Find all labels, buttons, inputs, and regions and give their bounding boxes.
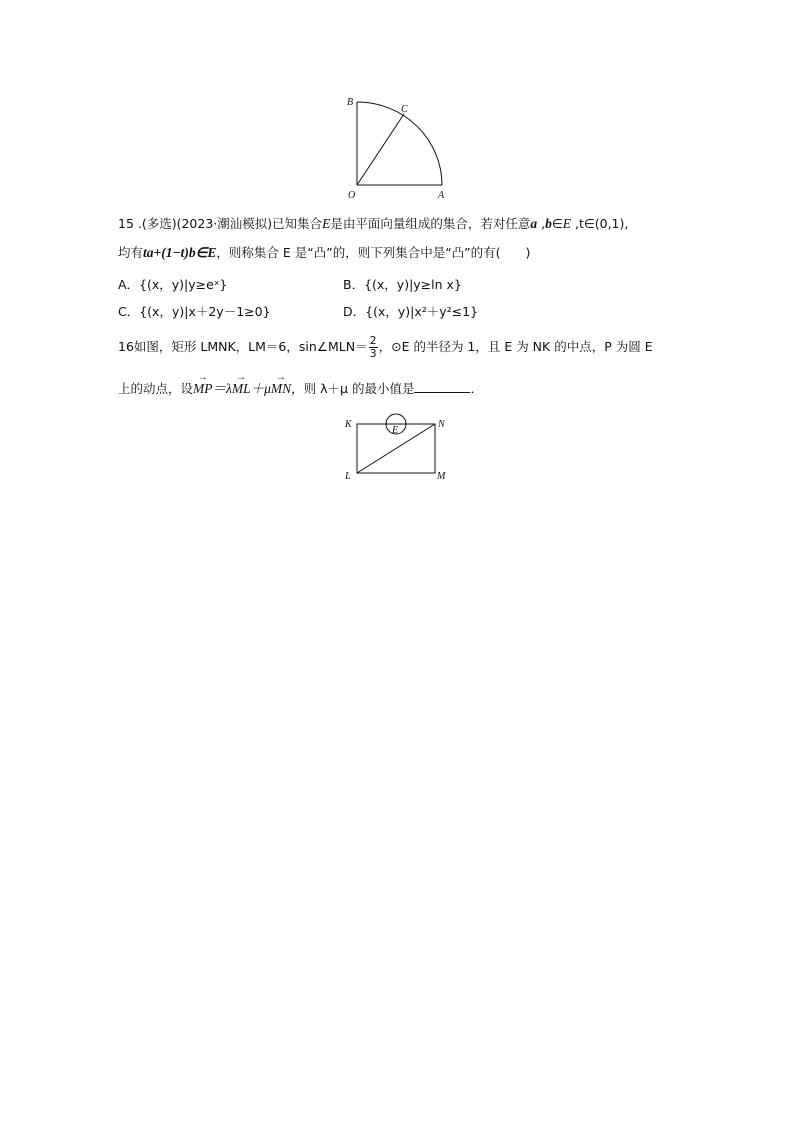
q16-line1 [118, 333, 653, 361]
q15-var-E: E [322, 216, 331, 231]
q15-var-E2: E [562, 216, 572, 231]
q15-in: ∈ [551, 216, 563, 231]
q16-equals-lambda: ＝λ [212, 381, 232, 396]
q16-text-1: 16如图，矩形 LMNK，LM＝6，sin∠MLN＝ [118, 339, 368, 354]
q16-text-2: ，⊙E 的半径为 1，且 E 为 NK 的中点，P 为圆 E [378, 339, 653, 354]
q16-line2 [118, 380, 483, 397]
q15-t-range: ,t∈(0,1), [571, 216, 629, 231]
q16-period: ． [470, 381, 483, 396]
answer-blank[interactable] [414, 380, 470, 393]
q16-text-4: ，则 λ＋μ 的最小值是 [291, 381, 415, 396]
vector-MP: → MP [193, 381, 213, 397]
arc-BA [357, 102, 442, 185]
rectangle-figure [340, 410, 455, 484]
q15-line1 [118, 216, 628, 232]
label-M: M [437, 471, 446, 482]
quarter-circle-figure [340, 92, 460, 204]
q16-text-3: 上的动点，设 [118, 381, 194, 396]
q15-comma: , [537, 216, 546, 231]
label-A: A [438, 190, 445, 201]
q15-text-1: 15 .(多选)(2023·潮汕模拟)已知集合 [118, 216, 323, 231]
label-E: E [392, 425, 399, 436]
q15-option-c: C．{(x，y)|x＋2y－1≥0} [118, 304, 271, 319]
label-K: K [345, 419, 352, 430]
label-N: N [438, 419, 445, 430]
fraction-numerator: 2 [369, 334, 377, 347]
q15-option-b: B．{(x，y)|y≥ln x} [343, 277, 462, 292]
q15-text-2: 是由平面向量组成的集合，若对任意 [330, 216, 531, 231]
label-L: L [345, 471, 351, 482]
q15-vec-a: a [530, 216, 538, 231]
q15-option-d: D．{(x，y)|x²＋y²≤1} [343, 304, 479, 319]
vector-ML: → ML [232, 381, 251, 397]
vector-MN: → MN [271, 381, 291, 397]
q16-plus-mu: ＋μ [250, 381, 271, 396]
fraction-denominator: 3 [369, 347, 377, 360]
fraction-two-thirds [369, 335, 378, 360]
q15-text-3: 均有 [118, 245, 144, 260]
label-O: O [348, 190, 356, 201]
q15-line2 [118, 245, 530, 261]
label-B: B [347, 97, 354, 108]
q15-expr: ta+(1−t)b∈E [143, 245, 217, 260]
q15-text-4: ，则称集合 E 是“凸”的，则下列集合中是“凸”的有( ) [216, 245, 531, 260]
q15-vec-b: b [545, 216, 552, 231]
label-C: C [401, 104, 408, 115]
segment-OC [357, 114, 404, 185]
q15-option-a: A．{(x，y)|y≥eˣ} [118, 277, 228, 292]
